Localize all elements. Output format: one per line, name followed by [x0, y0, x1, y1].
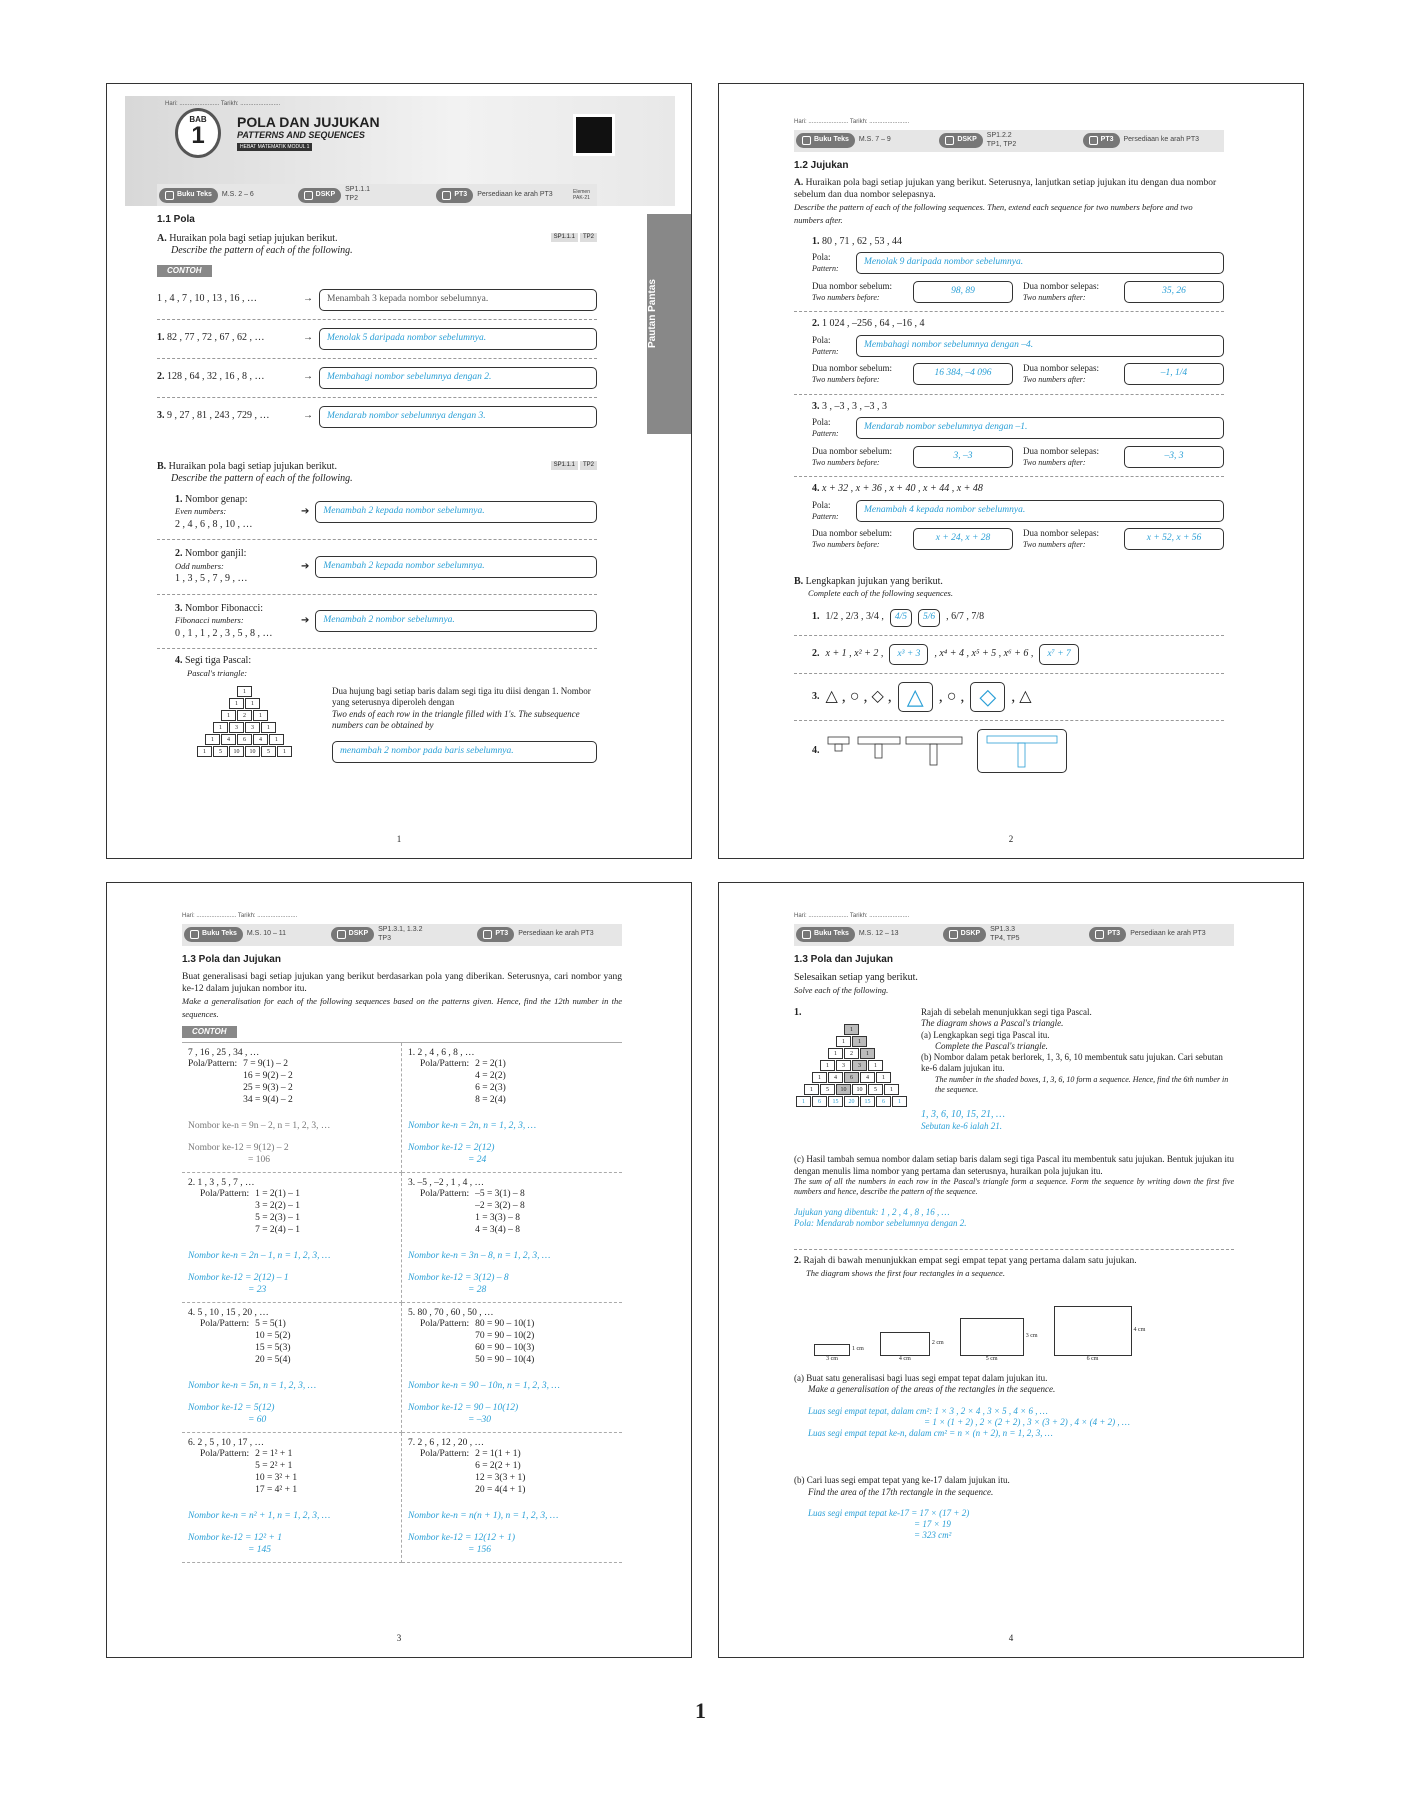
cell-nth-term: Nombor ke-n = 9n – 2, n = 1, 2, 3, …: [188, 1120, 331, 1131]
after-label: Dua nombor selepas:: [1023, 280, 1099, 291]
page-4: Hari: ........................ Tarikh: ........................ Buku Teks M.S. 12 – 13 DSKP SP1.3.3 TP4, TP5 PT3 Persediaan ke arah PT3 1.3 Pola dan Jujukan Selesaikan setiap yang berikut. Solve each of the following. 1. 1 1 1 1 2 1 1 3 3 1 1 4 6 4 1 1 5 10 10 5 1 1 6 15 20 15 6 1 Rajah di sebelah menunjukkan segi tiga Pascal. The diagram shows a Pascal's triangle. (a) Lengkapkan segi tiga Pascal itu. Complete the Pascal's triangle. (b) Nombor dalam petak berlorek, 1, 3, 6, 10 membentuk satu jujukan. Cari sebutan ke-6 dalam jujukan itu. The number in the shaded boxes, 1, 3, 6, 10 form a sequence. Hence, find the 6th number in the sequence. 1, 3, 6, 10, 15, 21, … Sebutan ke-6 ialah 21. (c) Hasil tambah semua nombor dalam setiap baris dalam segi tiga Pascal itu membentuk satu jujukan. Bentuk jujukan itu dengan menulis lima nombor yang pertama dan seterusnya, huraikan pola jujukan itu. The sum of all the numbers in each row in the Pascal's triangle form a sequence. Form the sequence by writing down the first five numbers and hence, describe the pattern of the sequence. Jujukan yang dibentuk: 1 , 2 , 4 , 8 , 16 , … Pola: Mendarab nombor sebelumnya dengan 2. 2. Rajah di bawah menunjukkan empat segi empat tepat yang pertama dalam satu jujukan. The diagram shows the first four rectangles in a sequence. 3 cm 1 cm 4 cm 2 cm 5 cm 3 cm 6 cm 4 cm (a) Buat satu generalisasi bagi luas segi empat tepat dalam jujukan itu. Make a generalisation of the areas of the rectangles in the sequence. Luas segi empat tepat, dalam cm²: 1 × 3 , 2 × 4 , 3 × 5 , 4 × 6 , … = 1 × (1 + 2) , 2 × (2 + 2) , 3 × (3 + 2) , 4 × (4 + 2) , … Luas segi empat tepat ke-n, dalam cm² = n × (n + 2), n = 1, 2, 3, … (b) Cari luas segi empat tepat yang ke-17 dalam jujukan itu. Find the area of the 17th rectangle in the sequence. Luas segi empat tepat ke-17 = 17 × (17 + 2) = 17 × 19 = 323 cm² 4: [718, 882, 1304, 1658]
rectangle: [1054, 1306, 1146, 1364]
cell-sequence: 5. 80 , 70 , 60 , 50 , …: [408, 1307, 494, 1318]
page-number: 3: [396, 1633, 402, 1643]
sp-code: SP1.2.2: [986, 131, 1012, 139]
item-sequence: 2 , 4 , 6 , 8 , 10 , …: [175, 518, 253, 530]
cell-equation: 5 = 5(1): [255, 1319, 286, 1330]
cell-nth-term: Nombor ke-n = 3n – 8, n = 1, 2, 3, …: [408, 1250, 551, 1261]
cell-equation: 34 = 9(4) – 2: [243, 1095, 293, 1105]
book-icon: [802, 930, 811, 939]
textbook-label: Buku Teks: [814, 136, 849, 144]
chapter-title: POLA DAN JUJUKAN: [237, 114, 380, 130]
q1c-answer-pattern: Pola: Mendarab nombor sebelumnya dengan 2.: [794, 1218, 967, 1228]
book-icon: [165, 191, 174, 200]
cell-equation: 2 = 1(1 + 1): [475, 1449, 521, 1460]
question-a: TP2 SP1.1.1 A. Huraikan pola bagi setiap jujukan berikut. Describe the pattern of each of the following.: [157, 233, 597, 258]
sequence-2: x + 1 , x² + 2 ,: [825, 648, 884, 660]
pattern-answer: Membahagi nombor sebelumnya dengan –4.: [856, 335, 1224, 357]
tp-code: TP2: [345, 195, 358, 202]
pattern-label: Pola:: [812, 252, 831, 262]
before-label-en: Two numbers before:: [812, 292, 880, 302]
cell-equation: 25 = 9(3) – 2: [243, 1083, 293, 1094]
item-label-en: Odd numbers:: [175, 560, 224, 571]
cell-sequence: 7 , 16 , 25 , 34 , …: [188, 1047, 260, 1058]
pt3-label: PT3: [495, 930, 509, 938]
after-label-en: Two numbers after:: [1023, 292, 1086, 302]
document-icon: [945, 136, 954, 145]
example-answer: Menambah 3 kepada nombor sebelumnya.: [319, 289, 597, 311]
question-text-en: Complete each of the following sequences.: [808, 588, 953, 598]
section-title: 1.3 Pola dan Jujukan: [794, 953, 893, 965]
before-answer: 16 384, –4 096: [913, 363, 1013, 385]
pattern-label-en: Pattern:: [812, 511, 839, 521]
pattern-label: Pola/Pattern:: [188, 1059, 238, 1070]
example-sequence: 1 , 4 , 7 , 10 , 13 , 16 , …: [157, 293, 257, 305]
cell-equation: 15 = 5(3): [255, 1343, 291, 1354]
cell-12th-term: Nombor ke-12 = 12(12 + 1): [408, 1532, 516, 1543]
item-answer: Menambah 2 kepada nombor sebelumnya.: [315, 501, 597, 523]
rect-width: 5 cm: [985, 1355, 998, 1362]
cell-equation: –5 = 3(1) – 8: [475, 1189, 525, 1200]
cell-nth-term: Nombor ke-n = 90 – 10n, n = 1, 2, 3, …: [408, 1380, 560, 1391]
sequence-2-mid: , x⁴ + 4 , x⁵ + 5 , x⁶ + 6 ,: [934, 648, 1034, 660]
answer-1: Menolak 5 daripada nombor sebelumnya.: [319, 328, 597, 350]
pattern-label: Pola:: [812, 417, 831, 427]
textbook-label: Buku Teks: [177, 190, 212, 198]
cell-equation: 6 = 2(3): [475, 1083, 506, 1094]
answer-3: Mendarab nombor sebelumnya dengan 3.: [319, 406, 597, 428]
cell-nth-term: Nombor ke-n = 5n, n = 1, 2, 3, …: [188, 1380, 317, 1391]
generalisation-cell: [182, 1173, 402, 1303]
q1c-answer-sequence: Jujukan yang dibentuk: 1 , 2 , 4 , 8 , 16 , …: [794, 1206, 950, 1217]
q1b-answer: Sebutan ke-6 ialah 21.: [921, 1121, 1002, 1131]
sequence-3: 9 , 27 , 81 , 243 , 729 , …: [167, 410, 270, 422]
cell-equation: 7 = 2(4) – 1: [255, 1225, 301, 1235]
rect-width: 6 cm: [1086, 1355, 1099, 1362]
page-number: 4: [1008, 1633, 1014, 1643]
cell-equation: 4 = 3(4) – 8: [475, 1225, 521, 1235]
pattern-label: Pola/Pattern:: [200, 1449, 250, 1460]
sequence-1: 1/2 , 2/3 , 3/4 ,: [825, 611, 884, 623]
document-icon: [949, 930, 958, 939]
cell-12th-value: = 60: [248, 1414, 267, 1425]
pt3-tag: [436, 188, 473, 203]
cell-equation: 5 = 2² + 1: [255, 1461, 293, 1472]
item-sequence: 1 , 3 , 5 , 7 , 9 , …: [175, 573, 248, 584]
qr-code-icon: [573, 114, 615, 156]
block-pattern-icon: [826, 731, 971, 771]
rect-height: 1 cm: [852, 1345, 864, 1352]
pt3-text: Persediaan ke arah PT3: [477, 190, 553, 198]
sp-badge: SP1.1.1: [551, 461, 578, 471]
answer-1b: 5/6: [918, 609, 940, 627]
cell-equation: 4 = 2(2): [475, 1071, 506, 1082]
cell-sequence: 1. 2 , 4 , 6 , 8 , …: [408, 1047, 475, 1058]
q1-text: Rajah di sebelah menunjukkan segi tiga Pascal.: [921, 1007, 1092, 1017]
cell-equation: 50 = 90 – 10(4): [475, 1355, 535, 1365]
textbook-tag: [159, 188, 218, 203]
ms-range: M.S. 2 – 6: [221, 190, 254, 198]
q2a-answer-2: = 1 × (1 + 2) , 2 × (2 + 2) , 3 × (3 + 2) , 4 × (4 + 2) , …: [924, 1416, 1130, 1427]
cell-12th-term: Nombor ke-12 = 90 – 10(12): [408, 1402, 519, 1413]
q1a-text: (a) Lengkapkan segi tiga Pascal itu.: [921, 1029, 1050, 1040]
ms-range: M.S. 10 – 11: [246, 930, 287, 938]
graduation-cap-icon: [1095, 930, 1104, 939]
info-bar: [794, 130, 1224, 152]
page-number: 1: [396, 834, 402, 844]
cell-equation: 16 = 9(2) – 2: [243, 1071, 293, 1082]
q2-2: 2. 1 024 , –256 , 64 , –16 , 4 Pola: Pattern: Membahagi nombor sebelumnya dengan –4. Dua nombor sebelum: Two numbers before: 16 384, –4 096 Dua nombor selepas: Two numbers after: –1, 1/4: [812, 318, 1224, 388]
answer-2b: x⁷ + 7: [1039, 644, 1078, 666]
after-label: Dua nombor selepas:: [1023, 445, 1099, 456]
after-answer: x + 52, x + 56: [1124, 528, 1224, 550]
rectangle: [960, 1318, 1038, 1364]
sequence-1: 82 , 77 , 72 , 67 , 62 , …: [167, 332, 265, 344]
q2a-answer-1: Luas segi empat tepat, dalam cm²: 1 × 3 , 2 × 4 , 3 × 5 , 4 × 6 , …: [808, 1405, 1048, 1416]
chapter-subtitle: PATTERNS AND SEQUENCES: [237, 130, 365, 140]
diamond-icon: ◇: [970, 682, 1005, 712]
tp-code: TP4, TP5: [990, 934, 1020, 942]
rectangle: [880, 1332, 944, 1364]
rectangle-sequence: [814, 1293, 1234, 1363]
pattern-label: Pola/Pattern:: [420, 1189, 470, 1200]
graduation-cap-icon: [442, 191, 451, 200]
book-icon: [190, 930, 199, 939]
dskp-tag: [298, 188, 341, 203]
block-answer-icon: [985, 734, 1059, 768]
cell-equation: 2 = 2(1): [475, 1059, 506, 1070]
after-label: Dua nombor selepas:: [1023, 363, 1099, 373]
rect-height: 2 cm: [931, 1339, 944, 1346]
triangle-icon: △: [898, 682, 933, 712]
q2-4: 4. x + 32 , x + 36 , x + 40 , x + 44 , x + 48 Pola: Pattern: Menambah 4 kepada nombor sebelumnya. Dua nombor sebelum: Two numbers before: x + 24, x + 28 Dua nombor selepas: Two numbers after: x + 52, x + 56: [812, 483, 1224, 553]
q2b-text: (b) Cari luas segi empat tepat yang ke-17 dalam jujukan itu.: [794, 1475, 1010, 1486]
q2-3: 3. 3 , –3 , 3 , –3 , 3 Pola: Pattern: Mendarab nombor sebelumnya dengan –1. Dua nombor sebelum: Two numbers before: 3, –3 Dua nombor selepas: Two numbers after: –3, 3: [812, 401, 1224, 471]
cell-equation: 20 = 4(4 + 1): [475, 1485, 526, 1495]
pattern-label: Pola/Pattern:: [420, 1319, 470, 1330]
q2a-text-en: Make a generalisation of the areas of the rectangles in the sequence.: [808, 1384, 1056, 1395]
generalisation-cell: [182, 1303, 402, 1433]
sequence-1-end: , 6/7 , 7/8: [946, 611, 985, 623]
q1-text-en: The diagram shows a Pascal's triangle.: [921, 1018, 1064, 1029]
q2a-answer-3: Luas segi empat tepat ke-n, dalam cm² = n × (n + 2), n = 1, 2, 3, …: [808, 1428, 1053, 1438]
document-icon: [337, 930, 346, 939]
cell-sequence: 4. 5 , 10 , 15 , 20 , …: [188, 1307, 269, 1318]
sequence: 80 , 71 , 62 , 53 , 44: [822, 235, 902, 247]
generalisation-cell: [402, 1433, 622, 1563]
cell-12th-term: Nombor ke-12 = 9(12) – 2: [188, 1142, 289, 1153]
cell-equation: 8 = 2(4): [475, 1095, 506, 1105]
book-icon: [802, 136, 811, 145]
cell-12th-value: = 28: [468, 1284, 487, 1295]
after-answer: 35, 26: [1124, 281, 1224, 303]
question-text-en: Describe the pattern of each of the following.: [171, 245, 353, 256]
page-3: [106, 882, 692, 1658]
item-label: Nombor genap:: [185, 493, 248, 505]
element-label: Elemen PAK-21: [573, 188, 590, 201]
cell-equation: 60 = 90 – 10(3): [475, 1343, 535, 1354]
q1a-text-en: Complete the Pascal's triangle.: [935, 1040, 1048, 1051]
sp-code: SP1.1.1: [345, 186, 371, 194]
answer-1a: 4/5: [890, 609, 912, 627]
chapter-number: 1: [191, 122, 205, 149]
item-sequence: 0 , 1 , 1 , 2 , 3 , 5 , 8 , …: [175, 627, 273, 639]
q2-text: Rajah di bawah menunjukkan empat segi empat tepat yang pertama dalam satu jujukan.: [803, 1256, 1137, 1267]
rect-width: 4 cm: [898, 1355, 911, 1362]
pattern-label-en: Pattern:: [812, 429, 839, 439]
pt3-label: PT3: [1107, 930, 1121, 938]
generalisation-cell: [402, 1043, 622, 1173]
chapter-label: BAB: [189, 115, 207, 124]
item-label-en: Pascal's triangle:: [187, 667, 248, 678]
document-icon: [304, 191, 313, 200]
after-answer: –1, 1/4: [1124, 363, 1224, 385]
after-answer: –3, 3: [1124, 446, 1224, 468]
dskp-label: DSKP: [315, 190, 336, 198]
cell-equation: 20 = 5(4): [255, 1355, 291, 1365]
pattern-label: Pola:: [812, 334, 831, 345]
page-number: 2: [1008, 834, 1014, 844]
before-label-en: Two numbers before:: [812, 540, 880, 550]
example-label: CONTOH: [182, 1026, 237, 1038]
section-title: 1.2 Jujukan: [794, 159, 849, 171]
intro-text-en: Solve each of the following.: [794, 984, 889, 995]
item-label-en: Even numbers:: [175, 506, 227, 516]
pattern-label: Pola/Pattern:: [200, 1189, 250, 1200]
q2b-text-en: Find the area of the 17th rectangle in the sequence.: [808, 1486, 994, 1497]
generalisation-cell: [402, 1173, 622, 1303]
cell-equation: 5 = 2(3) – 1: [255, 1213, 301, 1224]
cell-12th-term: Nombor ke-12 = 3(12) – 8: [408, 1272, 509, 1283]
pattern-label: Pola/Pattern:: [420, 1059, 470, 1070]
pt3-label: PT3: [454, 190, 468, 198]
section-title: 1.1 Pola: [157, 214, 195, 225]
generalisation-cell: [182, 1433, 402, 1563]
question-text: Huraikan pola bagi setiap jujukan berikut.: [169, 232, 338, 244]
cell-equation: –2 = 3(2) – 8: [475, 1201, 525, 1212]
sp-code: SP1.3.3: [990, 925, 1016, 933]
q2b-answer-2: = 17 × 19: [914, 1519, 951, 1529]
intro-text: Selesaikan setiap yang berikut.: [794, 972, 918, 983]
after-label-en: Two numbers after:: [1023, 540, 1086, 550]
q1c-text-en: The sum of all the numbers in each row in the Pascal's triangle form a sequence. Form the sequence by writing down the first five numbers and hence, describe the pattern of the sequence.: [794, 1176, 1234, 1196]
cell-equation: 3 = 2(2) – 1: [255, 1201, 301, 1212]
cell-12th-term: Nombor ke-12 = 2(12): [408, 1142, 495, 1153]
sp-code: SP1.3.1, 1.3.2: [378, 925, 423, 933]
answer-2a: x³ + 3: [889, 644, 928, 666]
before-answer: x + 24, x + 28: [913, 528, 1013, 550]
pattern-label-en: Pattern:: [812, 264, 839, 274]
before-label: Dua nombor sebelum:: [812, 363, 892, 373]
module-label: HEBAT MATEMATIK MODUL 1: [237, 143, 312, 151]
dskp-label: DSKP: [960, 930, 981, 938]
cell-12th-term: Nombor ke-12 = 12² + 1: [188, 1532, 283, 1543]
after-label-en: Two numbers after:: [1023, 375, 1086, 385]
cell-12th-value: = 24: [468, 1154, 487, 1165]
cell-equation: 80 = 90 – 10(1): [475, 1319, 535, 1330]
cell-equation: 2 = 1² + 1: [255, 1449, 293, 1460]
pt3-label: PT3: [1100, 136, 1114, 144]
cell-equation: 12 = 3(3 + 1): [475, 1473, 526, 1484]
q2b-answer-1: Luas segi empat tepat ke-17 = 17 × (17 + 2): [808, 1507, 970, 1518]
cell-sequence: 2. 1 , 3 , 5 , 7 , …: [188, 1177, 255, 1188]
q2b-answer-3: = 323 cm²: [914, 1530, 952, 1541]
graduation-cap-icon: [483, 930, 492, 939]
pattern-label: Pola:: [812, 499, 831, 510]
before-label: Dua nombor sebelum:: [812, 280, 892, 291]
sequence-2: 128 , 64 , 32 , 16 , 8 , …: [167, 371, 265, 383]
before-label: Dua nombor sebelum:: [812, 528, 892, 538]
sequence: x + 32 , x + 36 , x + 40 , x + 44 , x + 48: [822, 483, 983, 494]
date-line: Hari: ........................ Tarikh: ........................: [794, 913, 910, 919]
example-label: CONTOH: [157, 265, 212, 277]
graduation-cap-icon: [1089, 136, 1098, 145]
cell-nth-term: Nombor ke-n = n² + 1, n = 1, 2, 3, …: [188, 1510, 331, 1521]
rectangle: [814, 1344, 864, 1364]
question-text: Lengkapkan jujukan yang berikut.: [805, 575, 943, 587]
tp-badge: TP2: [580, 233, 597, 243]
tp-code: TP1, TP2: [986, 140, 1017, 148]
after-label: Dua nombor selepas:: [1023, 528, 1099, 538]
date-line: Hari: ........................ Tarikh: ........................: [182, 913, 298, 919]
generalisation-grid: [182, 1042, 622, 1563]
cell-12th-value: = 23: [248, 1284, 267, 1295]
tp-badge: TP2: [580, 461, 597, 471]
pattern-answer: Mendarab nombor sebelumnya dengan –1.: [856, 417, 1224, 439]
q1b-sequence: 1, 3, 6, 10, 15, 21, …: [921, 1108, 1005, 1120]
item-answer: Menambah 2 kepada nombor sebelumnya.: [315, 556, 597, 578]
sp-badge: SP1.1.1: [551, 233, 578, 243]
q2a-text: (a) Buat satu generalisasi bagi luas segi empat tepat dalam jujukan itu.: [794, 1373, 1048, 1383]
answer-2: Membahagi nombor sebelumnya dengan 2.: [319, 367, 597, 389]
cell-sequence: 3. –5 , –2 , 1 , 4 , …: [408, 1177, 484, 1188]
cell-equation: 1 = 2(1) – 1: [255, 1189, 301, 1200]
pascal-triangle: 1 1 1 1 2 1 1 3 3 1 1 4 6 4 1 1 5 10 10 5 1 1 6 15 20 15 6 1: [794, 1024, 909, 1107]
pascal-text: Dua hujung bagi setiap baris dalam segi tiga itu diisi dengan 1. Nombor yang seterusnya diperoleh dengan: [332, 686, 591, 708]
rect-width: 3 cm: [826, 1355, 838, 1362]
pascal-answer: menambah 2 nombor pada baris sebelumnya.: [332, 741, 597, 763]
before-label-en: Two numbers before:: [812, 457, 880, 467]
cell-equation: 1 = 3(3) – 8: [475, 1213, 521, 1224]
cell-equation: 10 = 5(2): [255, 1331, 291, 1342]
question-text: Huraikan pola bagi setiap jujukan yang berikut. Seterusnya, lanjutkan setiap jujukan itu dengan dua nombor sebelum dan dua nombor selepasnya.: [794, 178, 1217, 200]
cell-12th-term: Nombor ke-12 = 2(12) – 1: [188, 1272, 289, 1283]
date-line: Hari: ........................ Tarikh: ........................: [794, 119, 910, 125]
cell-equation: 6 = 2(2 + 1): [475, 1461, 521, 1472]
q2-text-en: The diagram shows the first four rectangles in a sequence.: [806, 1268, 1005, 1279]
question-text: Huraikan pola bagi setiap jujukan berikut.: [168, 460, 337, 472]
cell-equation: 17 = 4² + 1: [255, 1485, 298, 1495]
question-text-en: Describe the pattern of each of the following.: [171, 473, 353, 484]
question-text-en: Describe the pattern of each of the following sequences. Then, extend each sequence for two numbers before and two numbers after.: [794, 201, 1193, 225]
cell-equation: 7 = 9(1) – 2: [243, 1059, 289, 1070]
cell-nth-term: Nombor ke-n = n(n + 1), n = 1, 2, 3, …: [408, 1510, 559, 1521]
cell-nth-term: Nombor ke-n = 2n, n = 1, 2, 3, …: [408, 1120, 537, 1131]
pattern-label-en: Pattern:: [812, 346, 839, 356]
item-label: Nombor ganjil:: [185, 548, 247, 559]
cell-12th-value: = 106: [248, 1154, 270, 1165]
before-answer: 3, –3: [913, 446, 1013, 468]
before-label-en: Two numbers before:: [812, 375, 880, 385]
rect-height: 4 cm: [1133, 1326, 1146, 1333]
intro-text: Buat generalisasi bagi setiap jujukan yang berikut berdasarkan pola yang diberikan. Seterusnya, cari nombor yang ke-12 dalam jujukan nombor itu.: [182, 972, 622, 994]
cell-12th-value: = –30: [468, 1414, 492, 1425]
cell-equation: 10 = 3² + 1: [255, 1473, 298, 1484]
info-bar: [794, 924, 1234, 946]
dskp-label: DSKP: [348, 930, 369, 938]
block-sequence: 4.: [812, 729, 1224, 773]
cell-12th-value: = 156: [468, 1544, 492, 1555]
generalisation-cell: [182, 1043, 402, 1173]
pascal-triangle: 1 1 1 1 2 1 1 3 3 1 1 4 6 4 1 1 5 10 10 5 1: [197, 686, 292, 763]
pattern-label: Pola/Pattern:: [420, 1449, 470, 1460]
dskp-label: DSKP: [957, 136, 977, 144]
before-answer: 98, 89: [913, 281, 1013, 303]
cell-12th-term: Nombor ke-12 = 5(12): [188, 1402, 275, 1413]
generalisation-cell: [402, 1303, 622, 1433]
date-line: Hari: ........................ Tarikh: ........................: [165, 101, 281, 107]
side-tab: Pautan Pantas: [647, 214, 691, 434]
pascal-text-en: Two ends of each row in the triangle filled with 1's. The subsequence numbers can be obtained by: [332, 708, 580, 730]
pattern-answer: Menambah 4 kepada nombor sebelumnya.: [856, 500, 1224, 522]
cell-sequence: 7. 2 , 6 , 12 , 20 , …: [408, 1437, 484, 1448]
pt3-text: Persediaan ke arah PT3: [518, 930, 594, 938]
after-label-en: Two numbers after:: [1023, 457, 1086, 467]
question-b: TP2 SP1.1.1 B. Huraikan pola bagi setiap jujukan berikut. Describe the pattern of each of the following.: [157, 461, 597, 486]
pt3-text: Persediaan ke arah PT3: [1130, 930, 1206, 938]
ms-range: M.S. 7 – 9: [858, 136, 891, 144]
chapter-badge: [175, 108, 221, 158]
block-answer: [977, 729, 1067, 773]
tp-code: TP3: [378, 934, 391, 942]
item-label-en: Fibonacci numbers:: [175, 615, 244, 625]
section-title: 1.3 Pola dan Jujukan: [182, 953, 281, 965]
pattern-answer: Menolak 9 daripada nombor sebelumnya.: [856, 252, 1224, 274]
cell-12th-value: = 145: [248, 1544, 272, 1555]
pattern-label: Pola/Pattern:: [200, 1319, 250, 1330]
textbook-label: Buku Teks: [202, 930, 237, 938]
ms-range: M.S. 12 – 13: [858, 930, 899, 938]
pt3-text: Persediaan ke arah PT3: [1123, 136, 1199, 144]
item-answer: Menambah 2 nombor sebelumnya.: [315, 610, 597, 632]
sequence: 3 , –3 , 3 , –3 , 3: [822, 400, 887, 412]
sequence: 1 024 , –256 , 64 , –16 , 4: [822, 318, 925, 329]
before-label: Dua nombor sebelum:: [812, 445, 892, 456]
item-label: Nombor Fibonacci:: [185, 602, 264, 614]
info-bar: [182, 924, 622, 946]
page-1: Hari: ........................ Tarikh: ........................ BAB 1 POLA DAN JUJUKAN PATTERNS AND SEQUENCES HEBAT MATEMATIK MODUL 1 Pautan Pantas Buku Teks M.S. 2 – 6 DSKP SP1.1.1 TP2 PT3 Persediaan ke arah PT3 Elemen PAK-21 1.1 Pola TP2 SP1.1.1 A. Huraikan pola bagi setiap jujukan berikut. Describe the pattern of each of the following. CONTOH 1 , 4 , 7 , 10 , 13 , 16 , … → Menambah 3 kepada nombor sebelumnya. 1. 82 , 77 , 72 , 67 , 62 , … → Menolak 5 daripada nombor sebelumnya. 2. 128 , 64 , 32 , 16 , 8 , … → Membahagi nombor sebelumnya dengan 2. 3. 9 , 27 , 81 , 243 , 729 , … → Mendarab nombor sebelumnya dengan 3. TP2 SP1.1.1 B. Huraikan pola bagi setiap jujukan berikut. Describe the pattern of each of the following. 1. Nombor genap: Even numbers: 2 , 4 , 6 , 8 , 10 , … ➔ Menambah 2 kepada nombor sebelumnya. 2. Nombor ganjil: Odd numbers: 1 , 3 , 5 , 7 , 9 , … ➔ Menambah 2 kepada nombor sebelumnya. 3. Nombor Fibonacci: Fibonacci numbers: 0 , 1 , 1 , 2 , 3 , 5 , 8 , … ➔ Menambah 2 nombor sebelumnya. 4. Segi tiga Pascal: Pascal's triangle: 1 1 1 1 2 1 1 3 3 1 1 4 6 4 1 1 5 10 10 5 1 Dua hujung bagi setiap baris dalam segi tiga itu diisi dengan 1. Nombor yang seterusnya diperoleh dengan Two ends of each row in the triangle filled with 1's. The subsequence numbers can be obtained by menambah 2 nombor pada baris sebelumnya. 1: [106, 83, 692, 859]
q2-1: 1. 80 , 71 , 62 , 53 , 44 Pola: Pattern: Menolak 9 daripada nombor sebelumnya. Dua nombor sebelum: Two numbers before: 98, 89 Dua nombor selepas: Two numbers after: 35, 26: [812, 236, 1224, 306]
item-label: Segi tiga Pascal:: [185, 655, 252, 666]
q1b-text: (b) Nombor dalam petak berlorek, 1, 3, 6, 10 membentuk satu jujukan. Cari sebutan ke-6 dalam jujukan itu.: [921, 1052, 1223, 1074]
sheet-number: 1: [695, 1698, 706, 1723]
cell-equation: 70 = 90 – 10(2): [475, 1331, 535, 1342]
intro-text-en: Make a generalisation for each of the following sequences based on the patterns given. Hence, find the 12th number in the sequences.: [182, 995, 622, 1019]
rect-height: 3 cm: [1025, 1332, 1038, 1339]
cell-sequence: 6. 2 , 5 , 10 , 17 , …: [188, 1437, 264, 1448]
textbook-label: Buku Teks: [814, 930, 849, 938]
page-2: Hari: ........................ Tarikh: ........................ Buku Teks M.S. 7 – 9 DSKP SP1.2.2 TP1, TP2 PT3 Persediaan ke arah PT3 1.2 Jujukan A. Huraikan pola bagi setiap jujukan yang berikut. Seterusnya, lanjutkan setiap jujukan itu dengan dua nombor sebelum dan dua nombor selepasnya. Describe the pattern of each of the following sequences. Then, extend each sequence for two numbers before and two numbers after. 1. 80 , 71 , 62 , 53 , 44 Pola: Pattern: Menolak 9 daripada nombor sebelumnya. Dua nombor sebelum: Two numbers before: 98, 89 Dua nombor selepas: Two numbers after: 35, 26 2. 1 024 , –256 , 64 , –16 , 4 Pola: Pattern: Membahagi nombor sebelumnya dengan –4. Dua nombor sebelum: Two numbers before: 16 384, –4 096 Dua nombor selepas: Two numbers after: –1, 1/4 3. 3 , –3 , 3 , –3 , 3 Pola: Pattern: Mendarab nombor sebelumnya dengan –1. Dua nombor sebelum: Two numbers before: 3, –3 Dua nombor selepas: Two numbers after: –3, 3 4. x + 32 , x + 36 , x + 40 , x + 44 , x + 48 Pola: Pattern: Menambah 4 kepada nombor sebelumnya. Dua nombor sebelum: Two numbers before: x + 24, x + 28 Dua nombor selepas: Two numbers after: x + 52, x + 56 B. Lengkapkan jujukan yang berikut. Complete each of the following sequences. 1. 1/2 , 2/3 , 3/4 , 4/5 5/6 , 6/7 , 7/8 2. x + 1 , x² + 2 , x³ + 3 , x⁴ + 4 , x⁵ + 5 , x⁶ + 6 , x⁷ + 7 3. △ , ○ , ◇ , △ , ○ , ◇ , △ 4. 2: [718, 83, 1304, 859]
info-bar: [157, 184, 597, 206]
shape-sequence: 3. △ , ○ , ◇ , △ , ○ , ◇ , △: [812, 682, 1224, 712]
q1b-text-en: The number in the shaded boxes, 1, 3, 6, 10 form a sequence. Hence, find the 6th number in the sequence.: [935, 1074, 1229, 1094]
cell-nth-term: Nombor ke-n = 2n – 1, n = 1, 2, 3, …: [188, 1250, 331, 1261]
q1c-text: (c) Hasil tambah semua nombor dalam setiap baris dalam segi tiga Pascal itu membentuk satu jujukan. Bentuk jujukan itu dengan menulis lima nombor yang pertama dan seterusnya, huraikan pola jujukan itu.: [794, 1154, 1234, 1176]
